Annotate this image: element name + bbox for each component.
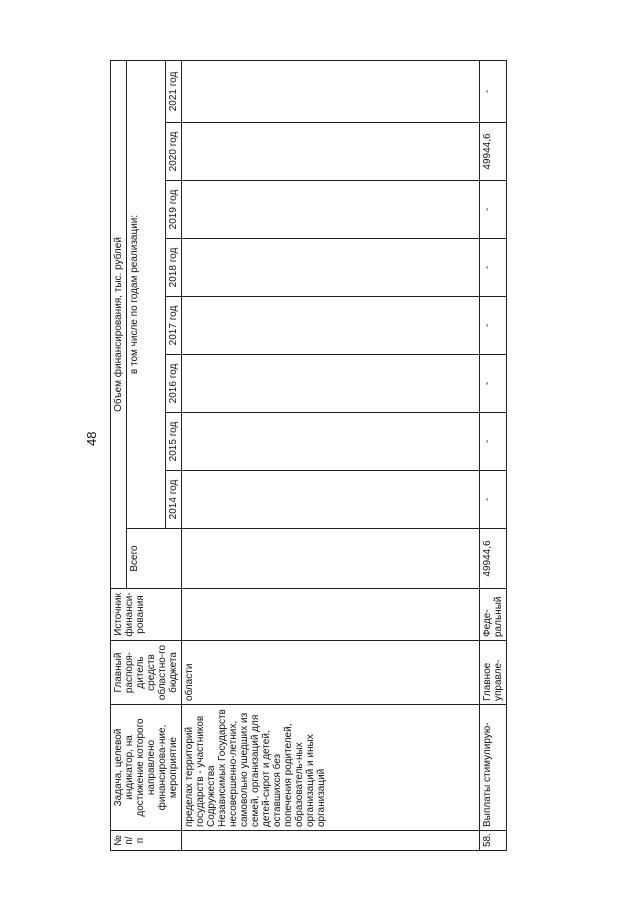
- row-year-2019: -: [480, 181, 507, 239]
- row-source: Феде-ральный: [480, 589, 507, 641]
- header-volume: Объем финансирования, тыс. рублей: [111, 60, 127, 588]
- row-manager: Главное управле-: [480, 641, 507, 705]
- table-row: [182, 60, 480, 850]
- row-year-2020: [182, 123, 480, 181]
- row-year-2017: -: [480, 297, 507, 355]
- row-no: 58.: [480, 831, 507, 851]
- row-total: [182, 529, 480, 589]
- row-year-2016: [182, 355, 480, 413]
- header-source: Источник финанси-рования: [111, 589, 182, 641]
- header-task: Задача, целевой индикатор, на достижение которого направлено финансирова-ние, мероприятие: [111, 705, 182, 831]
- header-no: № п/п: [111, 831, 182, 851]
- row-manager: области: [182, 641, 480, 705]
- header-year-2017: 2017 год: [166, 297, 182, 355]
- row-year-2016: -: [480, 355, 507, 413]
- financing-table: [110, 60, 507, 851]
- header-total: Всего: [127, 529, 182, 589]
- row-year-2021: -: [480, 60, 507, 122]
- header-by-years: в том числе по годам реализации:: [127, 60, 166, 528]
- header-year-2021: 2021 год: [166, 60, 182, 122]
- row-task: пределах территорий государств - участников Содружества Независимых Государств несовершенно-летних, самовольно ушедших из семей, организаций для детей-сирот и детей, оставшихся без попечения родителей, образователь-ных организаций и иных организаций: [182, 705, 480, 831]
- header-row-1: [111, 60, 127, 850]
- row-year-2021: [182, 60, 480, 122]
- header-year-2019: 2019 год: [166, 181, 182, 239]
- header-year-2016: 2016 год: [166, 355, 182, 413]
- row-no: [182, 831, 480, 851]
- row-year-2020: 49944,6: [480, 123, 507, 181]
- header-year-2015: 2015 год: [166, 413, 182, 471]
- row-year-2017: [182, 297, 480, 355]
- row-task: Выплаты стимулирую-: [480, 705, 507, 831]
- row-year-2018: -: [480, 239, 507, 297]
- row-year-2018: [182, 239, 480, 297]
- header-year-2018: 2018 год: [166, 239, 182, 297]
- row-total: 49944,6: [480, 529, 507, 589]
- row-year-2014: [182, 471, 480, 529]
- header-year-2014: 2014 год: [166, 471, 182, 529]
- table-row: [480, 60, 507, 850]
- row-year-2019: [182, 181, 480, 239]
- row-year-2014: -: [480, 471, 507, 529]
- header-year-2020: 2020 год: [166, 123, 182, 181]
- header-manager: Главный распоря-дитель средств областно-го бюджета: [111, 641, 182, 705]
- page-number: 48: [84, 431, 99, 446]
- row-source: [182, 589, 480, 641]
- rotated-table-container: [110, 61, 600, 851]
- row-year-2015: [182, 413, 480, 471]
- row-year-2015: -: [480, 413, 507, 471]
